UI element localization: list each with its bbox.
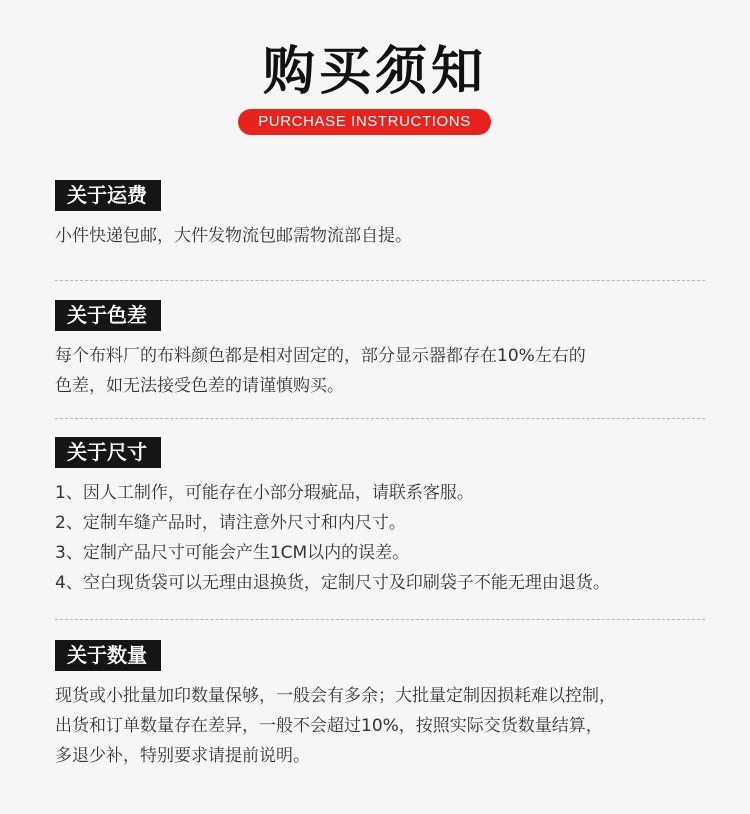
dashed-divider bbox=[55, 619, 705, 620]
text-line: 现货或小批量加印数量保够，一般会有多余；大批量定制因损耗难以控制， bbox=[55, 686, 616, 706]
list-item: 3、定制产品尺寸可能会产生1CM以内的误差。 bbox=[55, 543, 410, 563]
subtitle-badge: PURCHASE INSTRUCTIONS bbox=[238, 109, 491, 135]
dashed-divider bbox=[55, 418, 705, 419]
text-line: 出货和订单数量存在差异，一般不会超过10%，按照实际交货数量结算， bbox=[55, 716, 603, 736]
dashed-divider bbox=[55, 280, 705, 281]
section-shipping bbox=[55, 180, 705, 251]
text-line: 每个布料厂的布料颜色都是相对固定的，部分显示器都存在10%左右的 bbox=[55, 346, 586, 366]
text-line: 多退少补，特别要求请提前说明。 bbox=[55, 746, 310, 766]
section-text-quantity bbox=[55, 681, 705, 771]
section-label-quantity: 关于数量 bbox=[55, 640, 161, 671]
section-color-difference bbox=[55, 300, 705, 401]
section-size bbox=[55, 437, 705, 598]
section-quantity bbox=[55, 640, 705, 771]
section-label-shipping: 关于运费 bbox=[55, 180, 161, 211]
list-item: 2、定制车缝产品时，请注意外尺寸和内尺寸。 bbox=[55, 513, 406, 533]
list-item: 1、因人工制作，可能存在小部分瑕疵品，请联系客服。 bbox=[55, 483, 474, 503]
section-label-size: 关于尺寸 bbox=[55, 437, 161, 468]
section-label-color-difference: 关于色差 bbox=[55, 300, 161, 331]
section-text-size bbox=[55, 478, 705, 598]
list-item: 4、空白现货袋可以无理由退换货，定制尺寸及印刷袋子不能无理由退货。 bbox=[55, 573, 610, 593]
section-text-shipping bbox=[55, 221, 705, 251]
page-title: 购买须知 bbox=[262, 42, 487, 102]
text-line: 色差，如无法接受色差的请谨慎购买。 bbox=[55, 376, 344, 396]
section-text-color-difference bbox=[55, 341, 705, 401]
text-line: 小件快递包邮，大件发物流包邮需物流部自提。 bbox=[55, 226, 412, 246]
